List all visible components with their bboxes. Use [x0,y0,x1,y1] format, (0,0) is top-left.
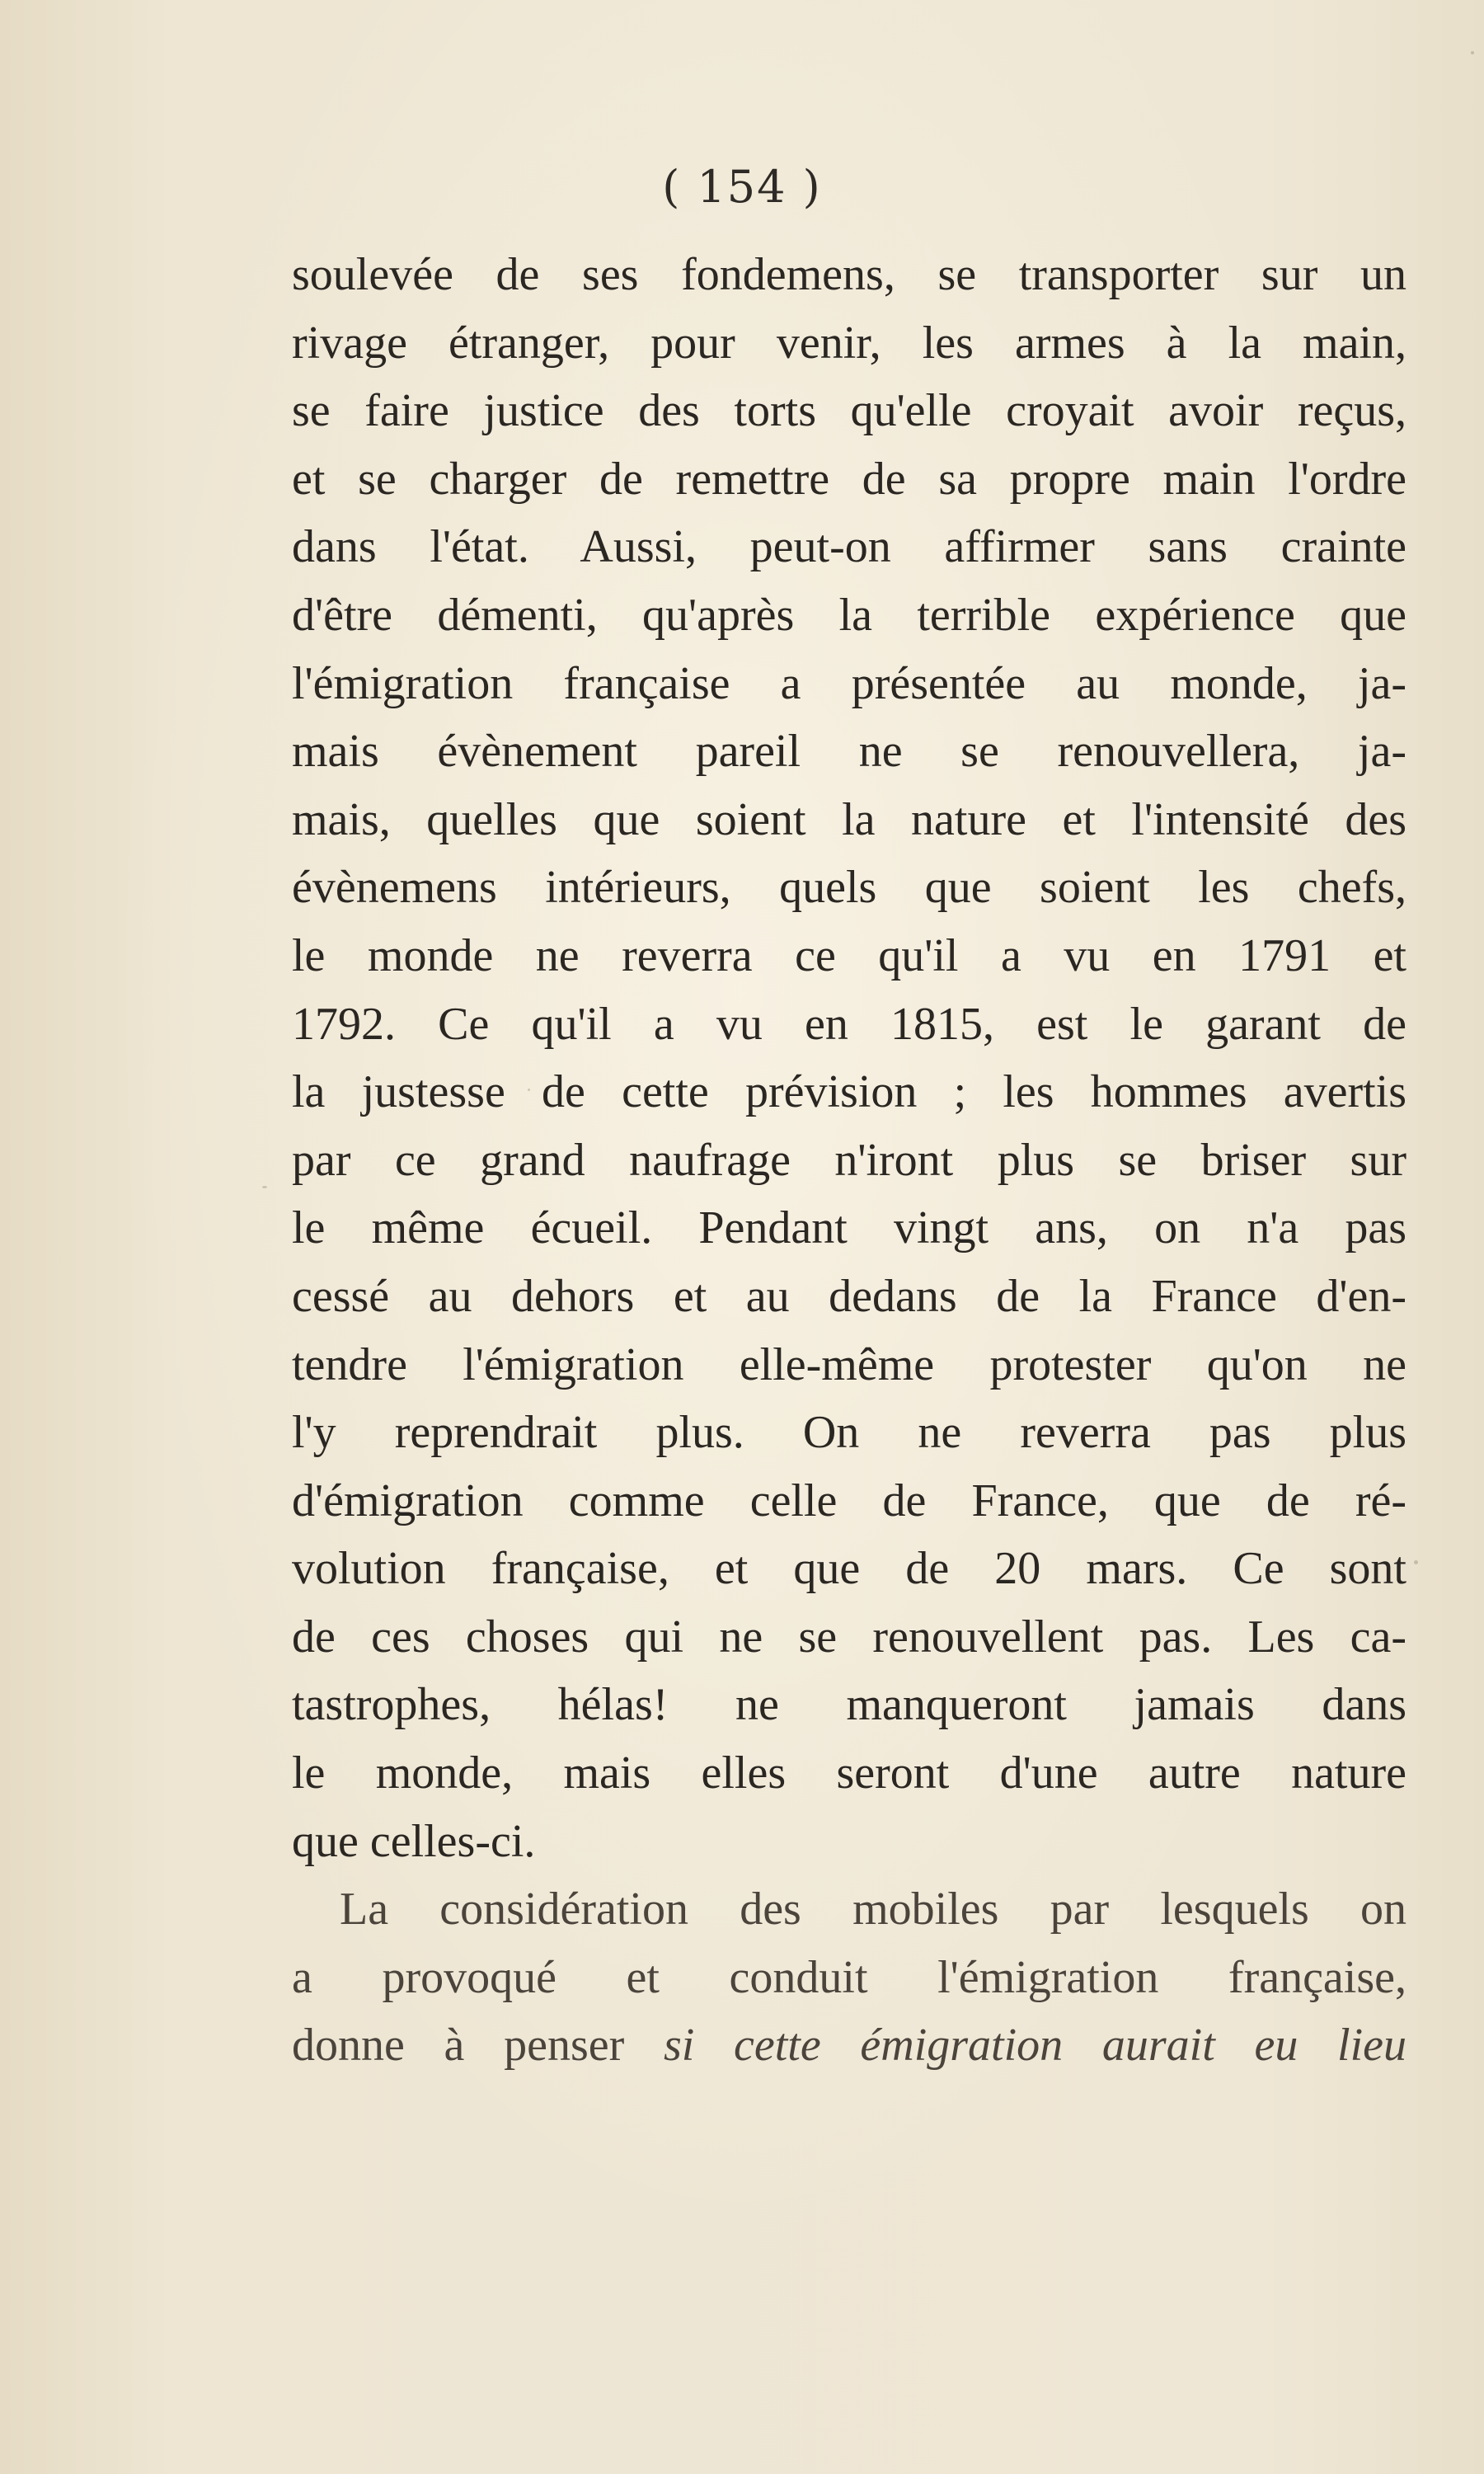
text-line: d'être démenti, qu'après la terrible expérience que [292,589,1407,641]
final-line-roman: donne à penser [292,2020,625,2072]
text-line: dans l'état. Aussi, peut-on affirmer sans crainte [292,521,1407,573]
text-line: tendre l'émigration elle-même protester qu'on ne [292,1338,1407,1390]
text-line: a provoqué et conduit l'émigration française, [292,1951,1407,2003]
text-line: l'émigration française a présentée au monde, ja- [292,657,1407,709]
paragraph-start-line: La considération des mobiles par lesquels on [340,1884,1407,1935]
body-text [292,241,1407,2080]
text-line: rivage étranger, pour venir, les armes à la main, [292,317,1407,369]
text-line: soulevée de ses fondemens, se transporter sur un [292,249,1407,300]
text-line: évènemens intérieurs, quels que soient les chefs, [292,862,1407,914]
final-text-line [292,2011,1407,2080]
page-number: ( 154 ) [662,161,822,213]
paper-speck [262,1186,267,1188]
text-line: le monde ne reverra ce qu'il a vu en 1791 et [292,929,1407,981]
text-line: cessé au dehors et au dedans de la France d'en- [292,1270,1407,1322]
paper-speck [1471,51,1474,54]
text-line: le monde, mais elles seront d'une autre nature [292,1747,1407,1799]
text-line: et se charger de remettre de sa propre main l'ordre [292,453,1407,505]
text-line: l'y reprendrait plus. On ne reverra pas plus [292,1407,1407,1459]
text-line: volution française, et que de 20 mars. Ce sont [292,1543,1407,1595]
text-line: par ce grand naufrage n'iront plus se briser sur [292,1134,1407,1186]
paper-speck [1414,1560,1418,1564]
text-line: la justesse de cette prévision ; les hommes avertis [292,1066,1407,1118]
text-line: de ces choses qui ne se renouvellent pas. Les ca- [292,1611,1407,1663]
text-line: le même écueil. Pendant vingt ans, on n'a pas [292,1202,1407,1254]
text-line: d'émigration comme celle de France, que de ré- [292,1475,1407,1526]
text-line: 1792. Ce qu'il a vu en 1815, est le garant de [292,998,1407,1050]
text-line: tastrophes, hélas! ne manqueront jamais dans [292,1679,1407,1731]
paragraph-end-line: que celles-ci. [292,1815,536,1867]
text-line: se faire justice des torts qu'elle croyait avoir reçus, [292,385,1407,437]
text-line: mais évènement pareil ne se renouvellera, ja- [292,726,1407,778]
final-line-italic: si cette émigration aurait eu lieu [663,2020,1407,2072]
text-line: mais, quelles que soient la nature et l'intensité des [292,793,1407,845]
